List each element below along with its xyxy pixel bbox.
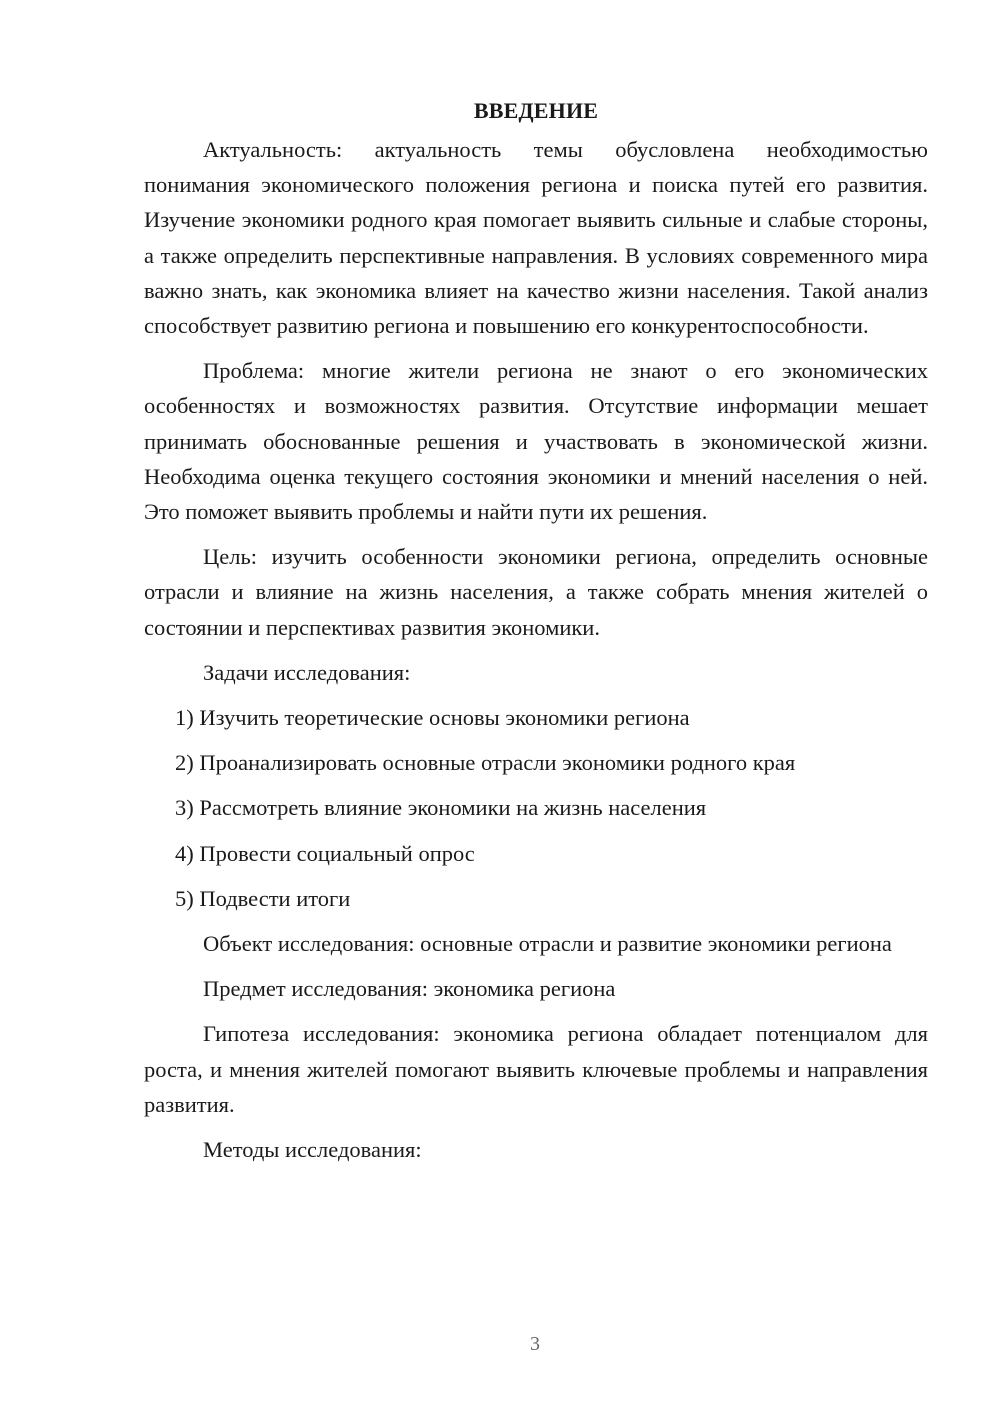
goal-paragraph: Цель: изучить особенности экономики региона, определить основные отрасли и влияние на жизнь населения, а также собрать мнения жителей о состоянии и перспективах развития экономики. <box>144 544 928 640</box>
tasks-list <box>144 700 928 916</box>
task-item: 1) Изучить теоретические основы экономики региона <box>175 705 690 731</box>
tasks-label: Задачи исследования: <box>203 659 411 685</box>
object-paragraph: Объект исследования: основные отрасли и развитие экономики региона <box>203 931 892 957</box>
section-title: ВВЕДЕНИЕ <box>473 98 599 123</box>
relevance-paragraph: Актуальность: актуальность темы обусловлена необходимостью понимания экономического положения региона и поиска путей его развития. Изучение экономики родного края помогает выявить сильные и слабые стороны, а также определить перспективные направления. В условиях современного мира важно знать, как экономика влияет на качество жизни населения. Такой анализ способствует развитию региона и повышению его конкурентоспособности. <box>144 137 928 339</box>
problem-paragraph: Проблема: многие жители региона не знают о его экономических особенностях и возможностях развития. Отсутствие информации мешает принимать обоснованные решения и участвовать в экономической жизни. Необходима оценка текущего состояния экономики и мнений населения о ней. Это поможет выявить проблемы и найти пути их решения. <box>144 358 928 525</box>
hypothesis-paragraph: Гипотеза исследования: экономика региона обладает потенциалом для роста, и мнения жителей помогают выявить ключевые проблемы и направления развития. <box>144 1021 928 1117</box>
task-item: 4) Провести социальный опрос <box>175 840 475 866</box>
task-item: 2) Проанализировать основные отрасли экономики родного края <box>175 750 796 776</box>
page-number: 3 <box>530 1333 540 1355</box>
subject-paragraph: Предмет исследования: экономика региона <box>203 976 616 1002</box>
task-item: 5) Подвести итоги <box>175 885 351 911</box>
methods-label: Методы исследования: <box>203 1137 422 1163</box>
document-page <box>144 93 928 1177</box>
task-item: 3) Рассмотреть влияние экономики на жизнь населения <box>175 795 707 821</box>
